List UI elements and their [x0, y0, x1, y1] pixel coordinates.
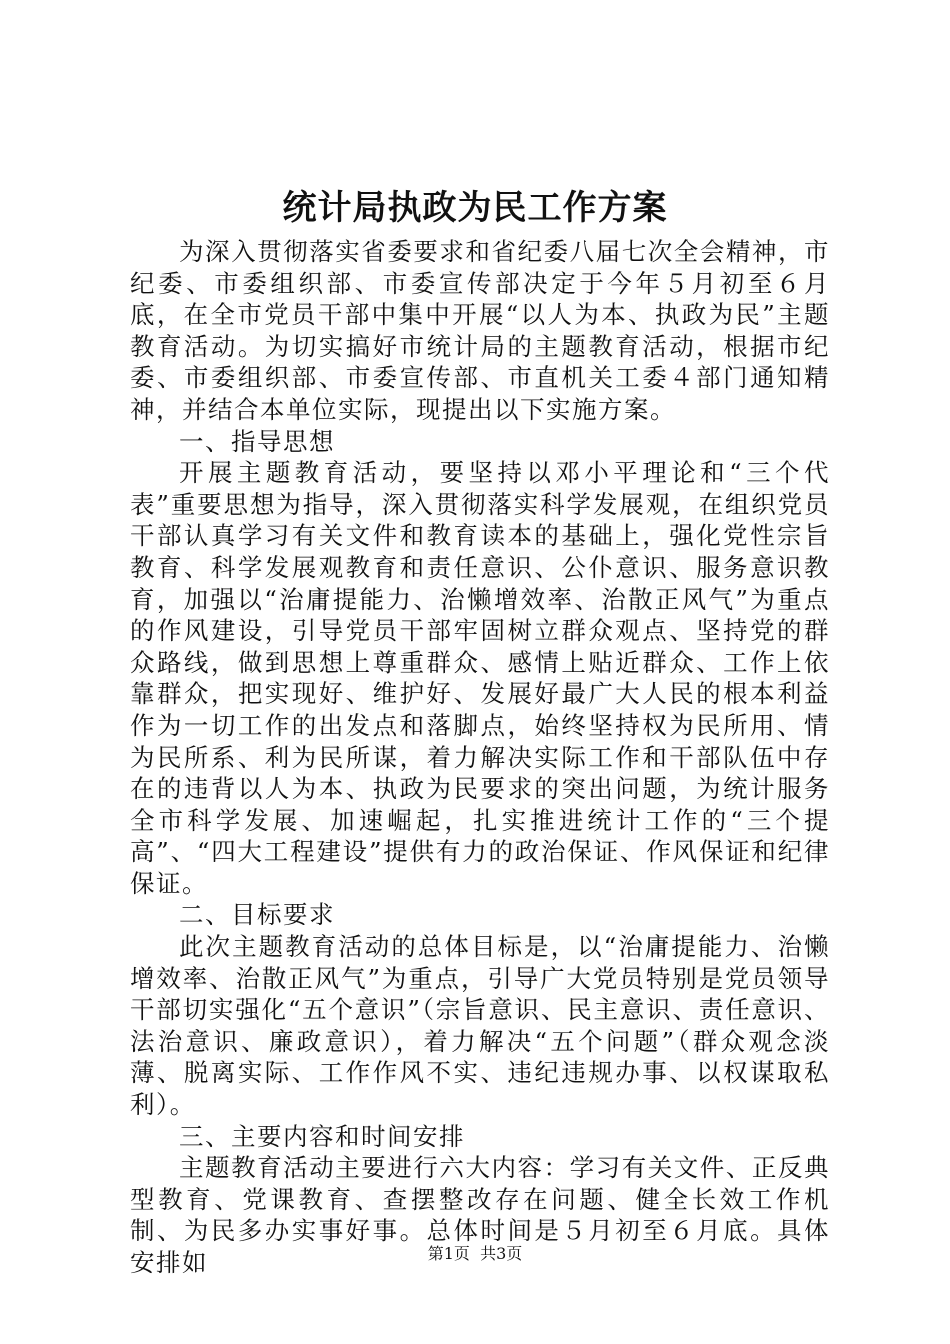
- section-body-goals: 此次主题教育活动的总体目标是，以“治庸提能力、治懒增效率、治散正风气”为重点，引导广大党员特别是党员领导干部切实强化“五个意识”（宗旨意识、民主意识、责任意识、法治意识、廉政意识），着力解决“五个问题”（群众观念淡薄、脱离实际、工作作风不实、违纪违规办事、以权谋取私利）。: [130, 932, 830, 1120]
- section-heading-goals: 二、目标要求: [179, 900, 335, 930]
- section-heading-guiding-thought: 一、指导思想: [179, 426, 335, 456]
- section-body-guiding-thought: 开展主题教育活动，要坚持以邓小平理论和“三个代表”重要思想为指导，深入贯彻落实科学发展观，在组织党员干部认真学习有关文件和教育读本的基础上，强化党性宗旨教育、科学发展观教育和责任意识、公仆意识、服务意识教育，加强以“治庸提能力、治懒增效率、治散正风气”为重点的作风建设，引导党员干部牢固树立群众观点、坚持党的群众路线，做到思想上尊重群众、感情上贴近群众、工作上依靠群众，把实现好、维护好、发展好最广大人民的根本利益作为一切工作的出发点和落脚点，始终坚持权为民所用、情为民所系、利为民所谋，着力解决实际工作和干部队伍中存在的违背以人为本、执政为民要求的突出问题，为统计服务全市科学发展、加速崛起，扎实推进统计工作的“三个提高”、“四大工程建设”提供有力的政治保证、作风保证和纪律保证。: [130, 458, 830, 898]
- intro-paragraph: 为深入贯彻落实省委要求和省纪委八届七次全会精神，市纪委、市委组织部、市委宣传部决定于今年５月初至６月底，在全市党员干部中集中开展“以人为本、执政为民”主题教育活动。为切实搞好市统计局的主题教育活动，根据市纪委、市委组织部、市委宣传部、市直机关工委４部门通知精神，并结合本单位实际，现提出以下实施方案。: [130, 237, 830, 424]
- page-total: 共3页: [480, 1244, 523, 1263]
- page-number: 第1页: [427, 1244, 470, 1263]
- document-title: 统计局执政为民工作方案: [282, 188, 668, 228]
- document-body: [130, 236, 830, 1279]
- section-body-content-schedule: 主题教育活动主要进行六大内容：学习有关文件、正反典型教育、党课教育、查摆整改存在问题、健全长效工作机制、为民多办实事好事。总体时间是５月初至６月底。具体安排如: [130, 1153, 830, 1277]
- section-heading-content-schedule: 三、主要内容和时间安排: [179, 1121, 465, 1151]
- page-footer: [0, 1244, 950, 1264]
